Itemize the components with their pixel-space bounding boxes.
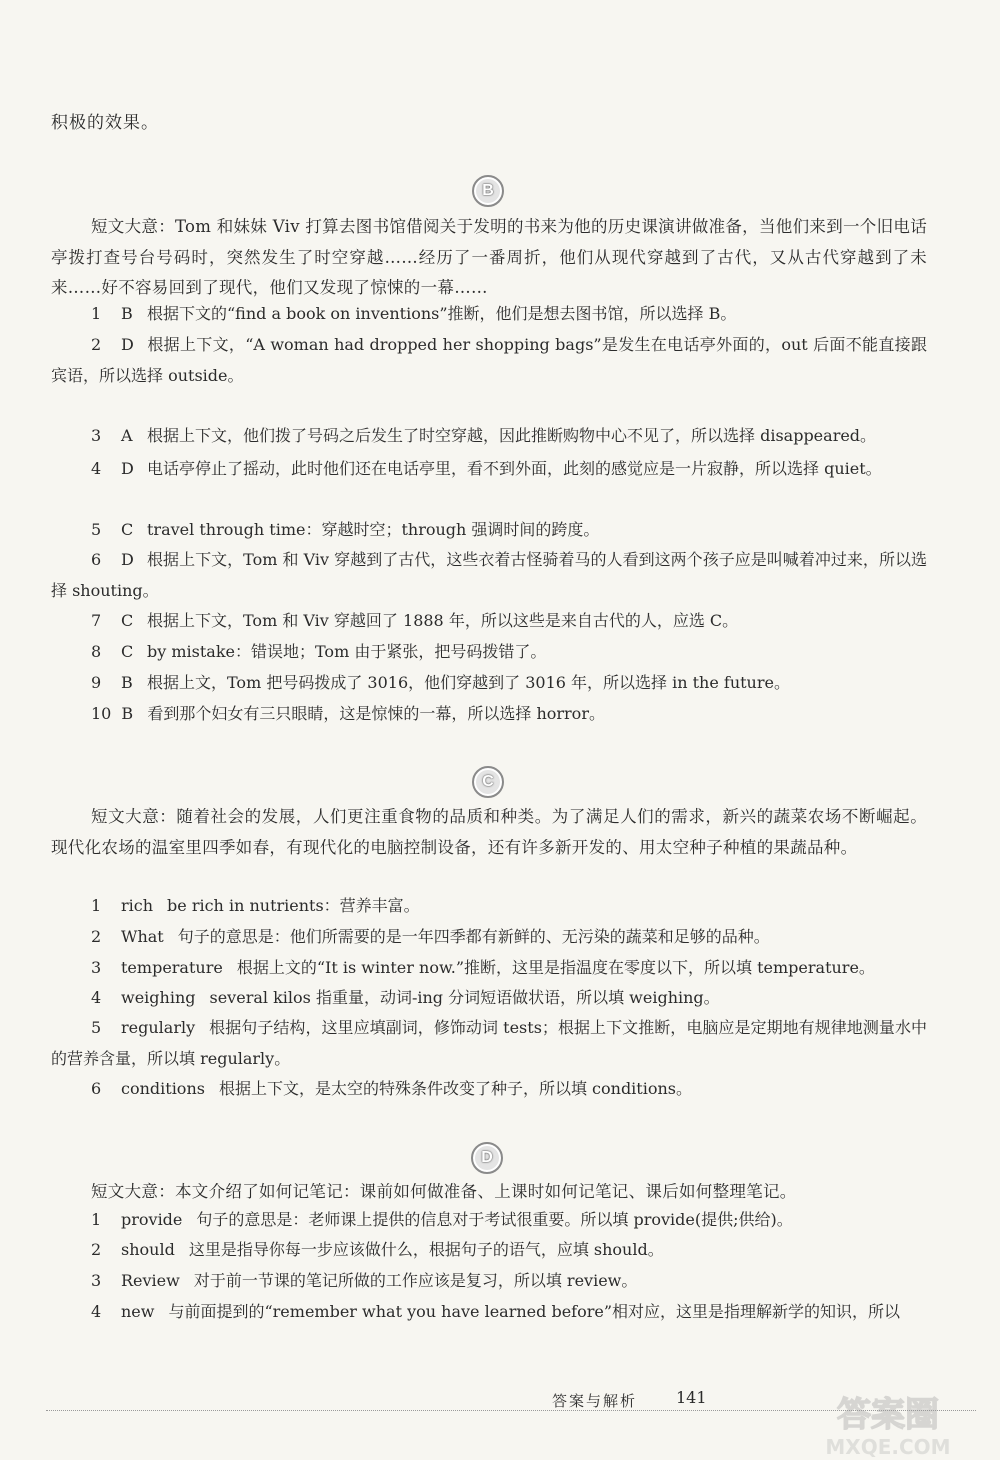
item-explanation: 对于前一节课的笔记所做的工作应该是复习，所以填 review。 (193, 1271, 638, 1290)
item-answer: D (121, 550, 134, 569)
item-answer: C (121, 520, 134, 539)
item-number: 10 (91, 704, 112, 723)
item-answer: weighing (121, 988, 196, 1007)
item-number: 2 (91, 335, 102, 354)
section-c-item (51, 1074, 927, 1105)
section-b-item (51, 668, 927, 699)
section-b-item (51, 330, 927, 391)
section-b-item (51, 454, 927, 485)
item-explanation: 句子的意思是：老师课上提供的信息对于考试很重要。所以填 provide(提供;供给)。 (196, 1210, 793, 1229)
item-answer: A (121, 426, 133, 445)
item-number: 9 (91, 673, 102, 692)
item-number: 4 (91, 988, 102, 1007)
section-c-item (51, 922, 927, 953)
page-number: 141 (676, 1388, 707, 1407)
watermark-logo (808, 1388, 968, 1460)
item-number: 4 (91, 459, 102, 478)
previous-section-tail: 积极的效果。 (51, 113, 159, 133)
section-b-summary: 短文大意：Tom 和妹妹 Viv 打算去图书馆借阅关于发明的书来为他的历史课演讲做准备，当他们来到一个旧电话亭拨打查号台号码时，突然发生了时空穿越……经历了一番周折，他们从现代穿越到了古代，又从古代穿越到了未来……好不容易回到了现代，他们又发现了惊悚的一幕…… (51, 217, 927, 297)
item-explanation: 电话亭停止了摇动，此时他们还在电话亭里，看不到外面，此刻的感觉应是一片寂静，所以选择 quiet。 (147, 459, 882, 478)
item-answer: temperature (121, 958, 223, 977)
item-explanation: 句子的意思是：他们所需要的是一年四季都有新鲜的、无污染的蔬菜和足够的品种。 (177, 927, 770, 946)
item-answer: rich (121, 896, 154, 915)
svg-text:MXQE.COM: MXQE.COM (825, 1435, 951, 1459)
section-c-item (51, 983, 927, 1014)
item-number: 6 (91, 550, 102, 569)
item-answer: C (121, 611, 134, 630)
section-b-item (51, 299, 927, 330)
item-explanation: 根据上下文，Tom 和 Viv 穿越回了 1888 年，所以这些是来自古代的人，应选 C。 (147, 611, 739, 630)
section-c-summary: 短文大意：随着社会的发展，人们更注重食物的品质和种类。为了满足人们的需求，新兴的蔬菜农场不断崛起。现代化农场的温室里四季如春，有现代化的电脑控制设备，还有许多新开发的、用太空种子种植的果蔬品种。 (51, 807, 927, 857)
item-number: 2 (91, 1240, 102, 1259)
section-b-item (51, 637, 927, 668)
svg-text:答案圈: 答案圈 (837, 1395, 939, 1435)
item-answer: B (121, 304, 133, 323)
item-answer: regularly (121, 1018, 196, 1037)
section-b-item (51, 515, 927, 546)
item-explanation: be rich in nutrients：营养丰富。 (167, 896, 420, 915)
item-explanation: 根据上下文，他们拨了号码之后发生了时空穿越，因此推断购物中心不见了，所以选择 disappeared。 (147, 426, 877, 445)
section-c-badge: C (472, 766, 504, 798)
item-number: 1 (91, 1210, 102, 1229)
footer-section-title: 答案与解析 (552, 1392, 638, 1410)
item-answer: should (121, 1240, 175, 1259)
item-explanation: 根据上文的“It is winter now.”推断，这里是指温度在零度以下，所以填 temperature。 (236, 958, 875, 977)
section-b-item (51, 421, 927, 452)
item-explanation: by mistake：错误地；Tom 由于紧张，把号码拨错了。 (147, 642, 547, 661)
section-d-summary: 短文大意：本文介绍了如何记笔记：课前如何做准备、上课时如何记笔记、课后如何整理笔记。 (91, 1182, 797, 1201)
section-c-item (51, 891, 927, 922)
item-answer: new (121, 1302, 155, 1321)
item-explanation: travel through time：穿越时空；through 强调时间的跨度。 (147, 520, 600, 539)
section-d-item (51, 1266, 927, 1297)
item-answer: B (121, 704, 134, 723)
item-number: 8 (91, 642, 102, 661)
item-answer: What (121, 927, 164, 946)
item-answer: C (121, 642, 134, 661)
section-b-badge: B (472, 175, 504, 207)
item-explanation: 根据下文的“find a book on inventions”推断，他们是想去图书馆，所以选择 B。 (147, 304, 737, 323)
item-explanation: 根据上文，Tom 把号码拨成了 3016，他们穿越到了 3016 年，所以选择 in the future。 (147, 673, 790, 692)
item-answer: Review (121, 1271, 180, 1290)
item-explanation: 根据上下文，“A woman had dropped her shopping bags”是发生在电话亭外面的，out 后面不能直接跟宾语，所以选择 outside。 (51, 335, 927, 385)
item-explanation: 根据上下文，Tom 和 Viv 穿越到了古代，这些衣着古怪骑着马的人看到这两个孩子应是叫喊着冲过来，所以选择 shouting。 (51, 550, 927, 600)
section-d-item (51, 1205, 927, 1236)
item-explanation: 与前面提到的“remember what you have learned before”相对应，这里是指理解新学的知识，所以 (168, 1302, 901, 1321)
section-b-item (51, 699, 927, 730)
item-number: 5 (91, 1018, 102, 1037)
item-number: 3 (91, 958, 102, 977)
item-number: 7 (91, 611, 102, 630)
item-number: 6 (91, 1079, 102, 1098)
section-d-badge: D (471, 1142, 503, 1174)
item-answer: provide (121, 1210, 183, 1229)
section-c-item (51, 953, 927, 984)
item-explanation: several kilos 指重量，动词-ing 分词短语做状语，所以填 weighing。 (209, 988, 720, 1007)
item-answer: conditions (121, 1079, 205, 1098)
section-d-item (51, 1297, 927, 1328)
item-number: 2 (91, 927, 102, 946)
section-c-item (51, 1013, 927, 1074)
item-answer: B (121, 673, 133, 692)
item-answer: D (121, 459, 134, 478)
item-number: 3 (91, 426, 102, 445)
section-b-item (51, 545, 927, 606)
item-explanation: 根据上下文，是太空的特殊条件改变了种子，所以填 conditions。 (218, 1079, 692, 1098)
item-number: 3 (91, 1271, 102, 1290)
item-number: 1 (91, 896, 102, 915)
section-d-item (51, 1235, 927, 1266)
item-explanation: 这里是指导你每一步应该做什么，根据句子的语气，应填 should。 (188, 1240, 664, 1259)
item-answer: D (121, 335, 134, 354)
item-explanation: 看到那个妇女有三只眼睛，这是惊悚的一幕，所以选择 horror。 (147, 704, 605, 723)
item-number: 4 (91, 1302, 102, 1321)
item-number: 1 (91, 304, 102, 323)
section-b-item (51, 606, 927, 637)
item-explanation: 根据句子结构，这里应填副词，修饰动词 tests；根据上下文推断，电脑应是定期地有规律地测量水中的营养含量，所以填 regularly。 (51, 1018, 927, 1068)
item-number: 5 (91, 520, 102, 539)
